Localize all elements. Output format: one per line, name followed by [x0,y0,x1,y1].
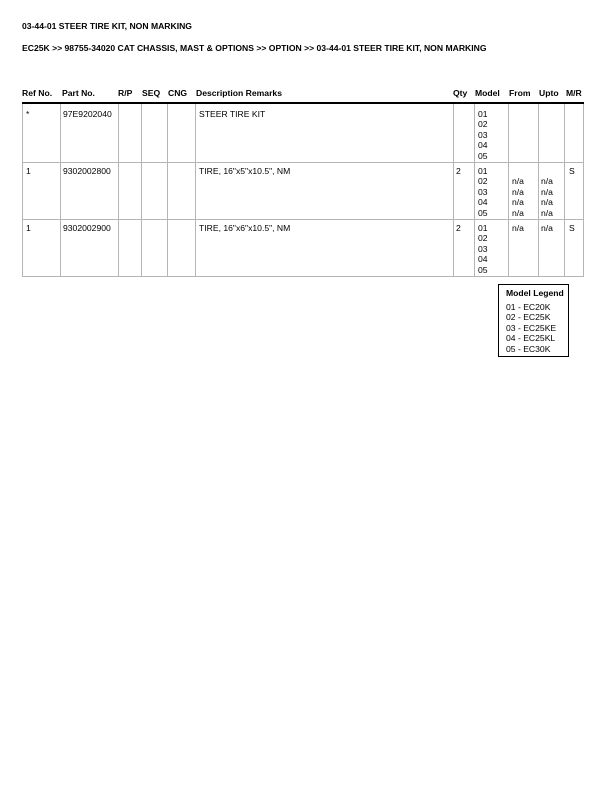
cell-upto: n/a [541,223,553,233]
column-header-part: Part No. [62,88,95,98]
column-divider [60,104,61,276]
model-legend-item: 01 - EC20K [506,302,551,312]
cell-description: TIRE, 16"x5"x10.5", NM [199,166,291,176]
cell-description: TIRE, 16"x6"x10.5", NM [199,223,291,233]
cell-models: 01 02 03 04 05 [478,166,488,218]
column-header-mr: M/R [566,88,582,98]
model-legend-item: 02 - EC25K [506,312,551,323]
column-header-model: Model [475,88,500,98]
column-header-upto: Upto [539,88,559,98]
cell-upto: n/a n/a n/a n/a [541,176,553,218]
cell-from: n/a [512,223,524,233]
cell-qty: 2 [456,166,461,176]
page-title: 03-44-01 STEER TIRE KIT, NON MARKING [22,21,192,31]
row-divider [22,162,584,163]
model-legend [498,284,569,357]
row-divider [22,219,584,220]
cell-ref: 1 [26,223,31,233]
model-legend-title: Model Legend [506,288,564,298]
cell-ref: 1 [26,166,31,176]
model-legend-item: 04 - EC25KL [506,333,556,344]
cell-from: n/a n/a n/a n/a [512,176,524,218]
column-divider [538,104,539,276]
cell-models: 01 02 03 04 05 [478,223,488,275]
column-divider [583,104,584,276]
breadcrumb: EC25K >> 98755-34020 CAT CHASSIS, MAST & OPTIONS >> OPTION >> 03-44-01 STEER TIRE KIT, NON MARKING [22,43,487,53]
column-header-desc: Description Remarks [196,88,282,98]
column-divider [453,104,454,276]
model-legend-item: 05 - EC30K [506,343,551,354]
column-header-seq: SEQ [142,88,161,98]
cell-part-number: 9302002900 [63,223,111,233]
column-divider [474,104,475,276]
model-legend-item: 03 - EC25KE [506,322,557,333]
header-rule [22,102,584,104]
cell-ref: * [26,109,30,119]
column-divider [167,104,168,276]
column-divider [22,104,23,276]
column-header-ref: Ref No. [22,88,53,98]
cell-models: 01 02 03 04 05 [478,109,488,161]
column-header-from: From [509,88,531,98]
column-header-qty: Qty [453,88,468,98]
row-divider [22,276,584,277]
column-divider [508,104,509,276]
column-header-rp: R/P [118,88,133,98]
cell-qty: 2 [456,223,461,233]
column-divider [195,104,196,276]
cell-part-number: 9302002800 [63,166,111,176]
column-divider [141,104,142,276]
cell-part-number: 97E9202040 [63,109,112,119]
column-header-cng: CNG [168,88,188,98]
column-divider [118,104,119,276]
cell-mr: S [569,166,575,176]
column-divider [564,104,565,276]
cell-description: STEER TIRE KIT [199,109,266,119]
cell-mr: S [569,223,575,233]
